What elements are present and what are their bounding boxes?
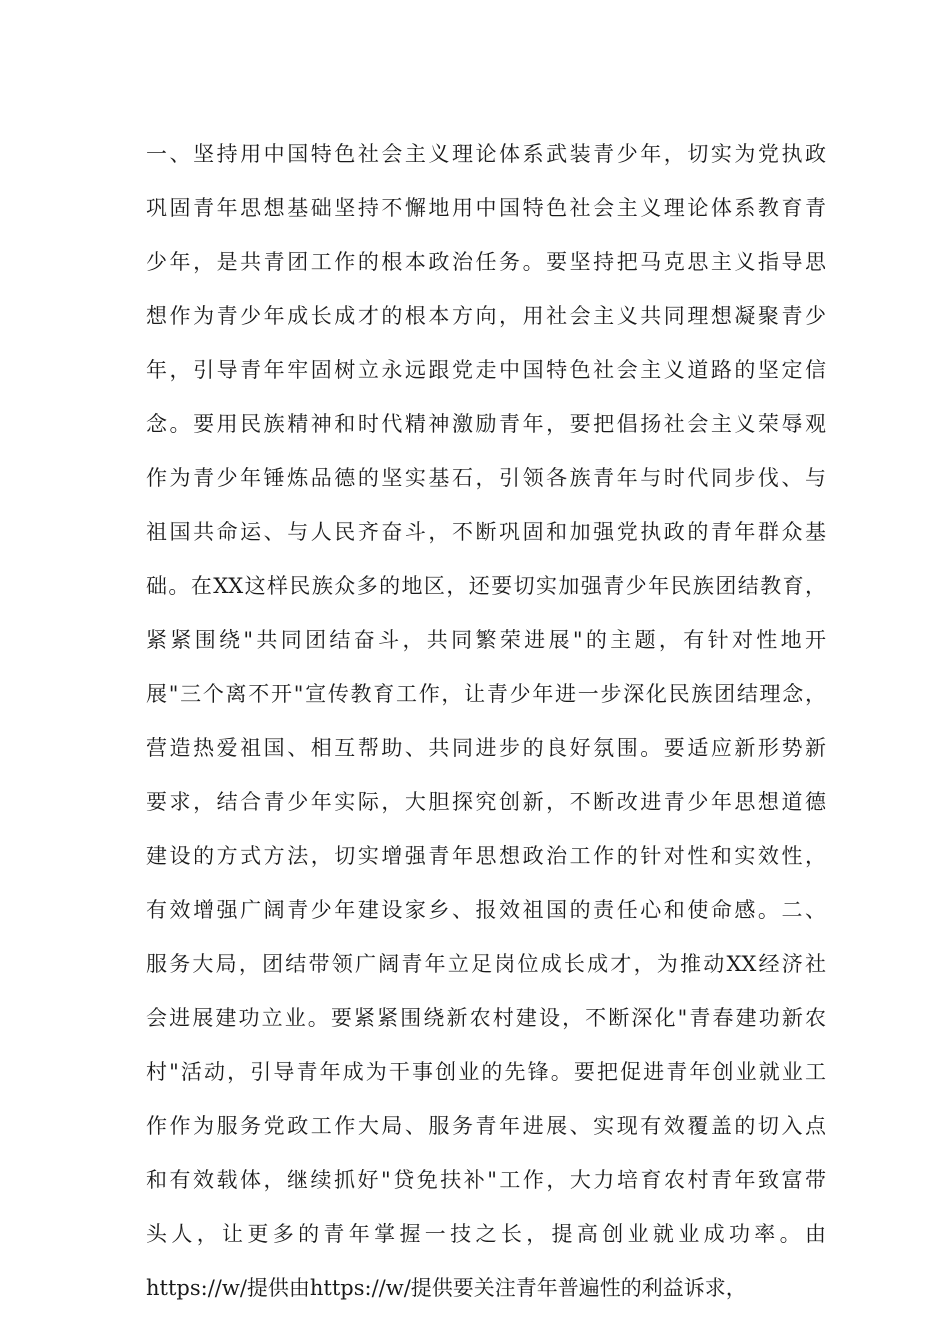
- paragraph-line: 念。要用民族精神和时代精神激励青年，要把倡扬社会主义荣辱观: [146, 412, 826, 436]
- paragraph-line: 村"活动，引导青年成为干事创业的先锋。要把促进青年创业就业工: [146, 1060, 826, 1084]
- paragraph-line: 建设的方式方法，切实增强青年思想政治工作的针对性和实效性，: [146, 844, 826, 868]
- paragraph-line: 展"三个离不开"宣传教育工作，让青少年进一步深化民族团结理念，: [146, 682, 826, 706]
- paragraph-line: 作作为服务党政工作大局、服务青年进展、实现有效覆盖的切入点: [146, 1114, 826, 1138]
- paragraph-line: 有效增强广阔青少年建设家乡、报效祖国的责任心和使命感。二、: [146, 898, 826, 922]
- paragraph-line: 紧紧围绕"共同团结奋斗，共同繁荣进展"的主题，有针对性地开: [146, 628, 826, 652]
- paragraph-line: 础。在XX这样民族众多的地区，还要切实加强青少年民族团结教育，: [146, 574, 826, 598]
- paragraph-line: 要求，结合青少年实际，大胆探究创新，不断改进青少年思想道德: [146, 790, 826, 814]
- paragraph-line: 作为青少年锤炼品德的坚实基石，引领各族青年与时代同步伐、与: [146, 466, 826, 490]
- paragraph-line: 想作为青少年成长成才的根本方向，用社会主义共同理想凝聚青少: [146, 304, 826, 328]
- paragraph-line: 头人，让更多的青年掌握一技之长，提高创业就业成功率。由: [146, 1222, 826, 1246]
- paragraph-line: 少年，是共青团工作的根本政治任务。要坚持把马克思主义指导思: [146, 250, 826, 274]
- paragraph-line: 祖国共命运、与人民齐奋斗，不断巩固和加强党执政的青年群众基: [146, 520, 826, 544]
- paragraph-line: https://w/提供由https://w/提供要关注青年普遍性的利益诉求，: [146, 1276, 747, 1300]
- paragraph-line: 营造热爱祖国、相互帮助、共同进步的良好氛围。要适应新形势新: [146, 736, 826, 760]
- paragraph-line: 巩固青年思想基础坚持不懈地用中国特色社会主义理论体系教育青: [146, 196, 826, 220]
- paragraph-line: 会进展建功立业。要紧紧围绕新农村建设，不断深化"青春建功新农: [146, 1006, 826, 1030]
- paragraph-line: 年，引导青年牢固树立永远跟党走中国特色社会主义道路的坚定信: [146, 358, 826, 382]
- paragraph-line: 和有效载体，继续抓好"贷免扶补"工作，大力培育农村青年致富带: [146, 1168, 826, 1192]
- paragraph-line: 一、坚持用中国特色社会主义理论体系武装青少年，切实为党执政: [146, 142, 826, 166]
- paragraph-line: 服务大局，团结带领广阔青年立足岗位成长成才，为推动XX经济社: [146, 952, 826, 976]
